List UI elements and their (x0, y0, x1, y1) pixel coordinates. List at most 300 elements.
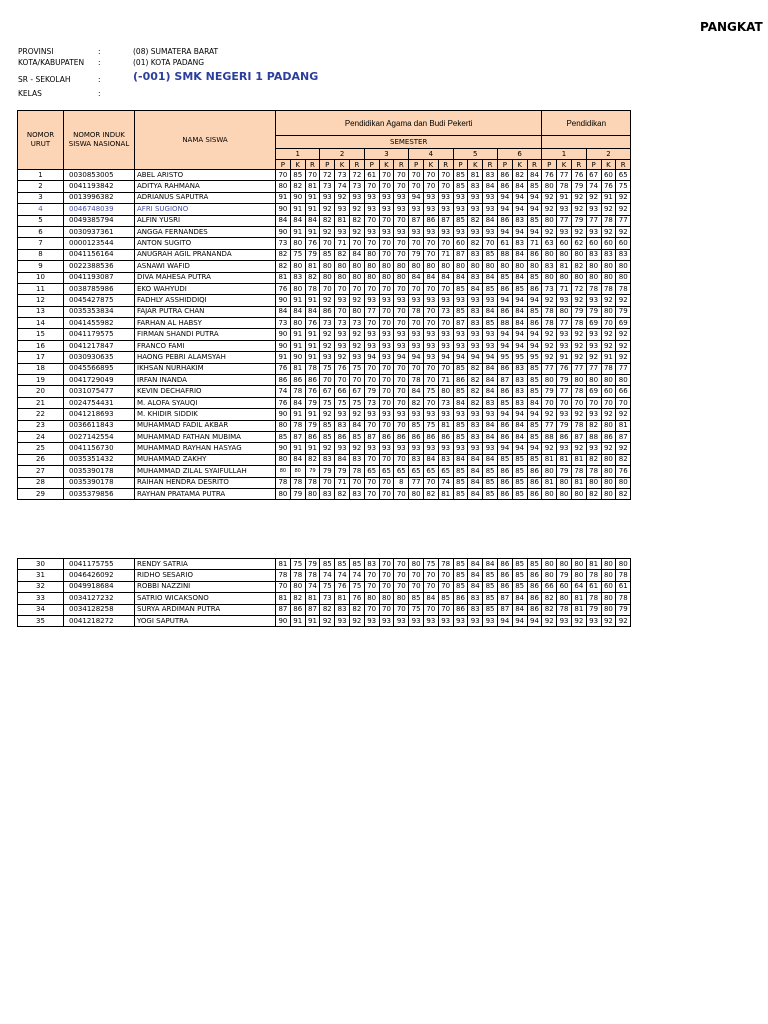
score-cell: 94 (527, 204, 542, 215)
score-cell: 92 (349, 443, 364, 454)
table-row (18, 466, 631, 477)
score-cell: 72 (349, 170, 364, 181)
score-cell: 80 (423, 261, 438, 272)
student-nisn: 0041217847 (64, 340, 135, 351)
score-cell: 83 (468, 593, 483, 604)
score-cell: 70 (335, 283, 350, 294)
row-number: 1 (18, 170, 64, 181)
student-name: RIDHO SESARIO (135, 570, 276, 581)
score-cell: 92 (601, 409, 616, 420)
table-row (18, 375, 631, 386)
score-cell: 60 (557, 238, 572, 249)
student-nisn: 0035351432 (64, 454, 135, 465)
score-cell: 81 (571, 454, 586, 465)
score-cell: 84 (483, 306, 498, 317)
score-cell: 80 (571, 570, 586, 581)
score-cell: 80 (276, 454, 291, 465)
score-cell: 90 (290, 192, 305, 203)
score-cell: 60 (453, 238, 468, 249)
score-cell: 73 (320, 181, 335, 192)
score-cell: 86 (497, 215, 512, 226)
score-cell: 86 (497, 477, 512, 488)
row-number: 13 (18, 306, 64, 317)
score-cell: 84 (483, 386, 498, 397)
student-nisn: 0036611843 (64, 420, 135, 431)
row-number: 8 (18, 249, 64, 260)
score-cell: 83 (468, 318, 483, 329)
score-cell: 70 (438, 283, 453, 294)
score-cell: 70 (364, 454, 379, 465)
score-cell: 92 (542, 409, 557, 420)
table-row (18, 615, 631, 626)
score-cell: 78 (601, 215, 616, 226)
score-cell: 79 (305, 559, 320, 570)
score-cell: 80 (601, 375, 616, 386)
row-number: 9 (18, 261, 64, 272)
table-row (18, 454, 631, 465)
score-cell: 82 (468, 238, 483, 249)
score-type-header: K (512, 160, 527, 170)
score-cell: 65 (379, 466, 394, 477)
student-name: RENDY SATRIA (135, 559, 276, 570)
score-type-header: P (586, 160, 601, 170)
score-cell: 84 (512, 272, 527, 283)
row-number: 34 (18, 604, 64, 615)
score-cell: 83 (335, 604, 350, 615)
header-name: NAMA SISWA (135, 111, 276, 170)
score-cell: 79 (409, 249, 424, 260)
student-nisn: 0041156730 (64, 443, 135, 454)
score-cell: 62 (571, 238, 586, 249)
row-number: 24 (18, 431, 64, 442)
score-cell: 60 (601, 238, 616, 249)
score-cell: 93 (423, 615, 438, 626)
score-cell: 93 (364, 615, 379, 626)
grades-table (17, 110, 631, 500)
score-cell: 70 (423, 318, 438, 329)
score-cell: 84 (453, 454, 468, 465)
score-cell: 86 (527, 318, 542, 329)
score-cell: 75 (423, 420, 438, 431)
table-row (18, 593, 631, 604)
score-cell: 61 (497, 238, 512, 249)
score-cell: 84 (290, 306, 305, 317)
score-cell: 78 (601, 283, 616, 294)
score-cell: 80 (586, 272, 601, 283)
score-cell: 93 (483, 192, 498, 203)
score-cell: 86 (527, 488, 542, 499)
score-cell: 80 (542, 375, 557, 386)
score-cell: 92 (320, 295, 335, 306)
score-cell: 75 (423, 386, 438, 397)
row-number: 33 (18, 593, 64, 604)
score-cell: 80 (616, 477, 631, 488)
score-cell: 70 (379, 170, 394, 181)
score-type-header: R (394, 160, 409, 170)
score-cell: 80 (542, 570, 557, 581)
score-cell: 86 (527, 581, 542, 592)
score-cell: 70 (557, 397, 572, 408)
score-cell: 87 (616, 431, 631, 442)
score-cell: 60 (586, 238, 601, 249)
score-cell: 93 (335, 409, 350, 420)
score-cell: 92 (571, 192, 586, 203)
score-cell: 78 (290, 420, 305, 431)
score-type-header: P (542, 160, 557, 170)
student-nisn: 0035353834 (64, 306, 135, 317)
score-cell: 91 (305, 409, 320, 420)
score-cell: 93 (409, 409, 424, 420)
row-number: 25 (18, 443, 64, 454)
student-nisn: 0035390178 (64, 477, 135, 488)
score-cell: 87 (497, 593, 512, 604)
score-cell: 70 (349, 238, 364, 249)
score-type-header: K (557, 160, 572, 170)
score-cell: 80 (571, 249, 586, 260)
score-cell: 91 (276, 352, 291, 363)
score-cell: 92 (542, 329, 557, 340)
score-cell: 60 (601, 581, 616, 592)
score-cell: 93 (364, 226, 379, 237)
city-label: KOTA/KABUPATEN (18, 58, 85, 67)
score-cell: 92 (571, 329, 586, 340)
score-cell: 80 (601, 477, 616, 488)
score-cell: 94 (483, 352, 498, 363)
score-cell: 94 (527, 226, 542, 237)
score-cell: 80 (571, 375, 586, 386)
score-cell: 93 (394, 443, 409, 454)
score-cell: 80 (276, 420, 291, 431)
score-cell: 70 (305, 170, 320, 181)
student-name: SATRIO WICAKSONO (135, 593, 276, 604)
score-cell: 70 (379, 420, 394, 431)
score-cell: 84 (409, 272, 424, 283)
table-row (18, 397, 631, 408)
student-nisn: 0034127232 (64, 593, 135, 604)
score-cell: 80 (542, 181, 557, 192)
score-cell: 82 (423, 488, 438, 499)
score-cell: 80 (379, 272, 394, 283)
score-cell: 93 (453, 409, 468, 420)
score-cell: 80 (542, 249, 557, 260)
score-cell: 94 (497, 192, 512, 203)
score-cell: 93 (586, 409, 601, 420)
score-cell: 80 (601, 306, 616, 317)
table-row (18, 261, 631, 272)
score-cell: 82 (335, 488, 350, 499)
city-value: (01) KOTA PADANG (133, 58, 205, 67)
score-cell: 86 (497, 581, 512, 592)
score-cell: 94 (497, 329, 512, 340)
score-cell: 83 (290, 272, 305, 283)
score-cell: 70 (438, 181, 453, 192)
score-cell: 84 (423, 272, 438, 283)
score-cell: 92 (616, 204, 631, 215)
score-cell: 85 (527, 306, 542, 317)
score-cell: 81 (557, 454, 572, 465)
score-cell: 93 (335, 329, 350, 340)
score-cell: 70 (379, 363, 394, 374)
score-cell: 70 (601, 397, 616, 408)
score-cell: 65 (394, 466, 409, 477)
student-name: ASNAWI WAFID (135, 261, 276, 272)
score-cell: 92 (320, 340, 335, 351)
score-cell: 70 (335, 375, 350, 386)
score-cell: 80 (601, 559, 616, 570)
score-cell: 92 (320, 615, 335, 626)
score-cell: 93 (453, 204, 468, 215)
score-cell: 60 (601, 386, 616, 397)
score-cell: 70 (394, 238, 409, 249)
score-cell: 78 (557, 604, 572, 615)
score-cell: 82 (349, 215, 364, 226)
student-name: AFRI SUGIONO (135, 204, 276, 215)
score-cell: 93 (468, 192, 483, 203)
student-nisn: 0049918684 (64, 581, 135, 592)
student-nisn: 0024754431 (64, 397, 135, 408)
score-cell: 70 (601, 318, 616, 329)
score-cell: 93 (364, 295, 379, 306)
semester-number: 2 (320, 149, 364, 160)
score-cell: 81 (542, 477, 557, 488)
score-cell: 87 (409, 215, 424, 226)
score-cell: 94 (512, 615, 527, 626)
score-cell: 73 (320, 593, 335, 604)
score-cell: 85 (453, 306, 468, 317)
score-cell: 91 (305, 615, 320, 626)
score-cell: 81 (438, 420, 453, 431)
score-cell: 78 (290, 477, 305, 488)
score-cell: 70 (276, 170, 291, 181)
score-cell: 91 (305, 329, 320, 340)
score-cell: 70 (379, 306, 394, 317)
score-cell: 93 (379, 226, 394, 237)
score-cell: 93 (483, 340, 498, 351)
score-cell: 93 (453, 340, 468, 351)
score-cell: 85 (527, 420, 542, 431)
score-cell: 83 (320, 488, 335, 499)
score-cell: 84 (335, 454, 350, 465)
row-number: 2 (18, 181, 64, 192)
score-cell: 74 (276, 386, 291, 397)
header-subject-religion: Pendidikan Agama dan Budi Pekerti (276, 111, 542, 136)
score-cell: 93 (423, 443, 438, 454)
score-type-header: R (616, 160, 631, 170)
score-cell: 70 (423, 249, 438, 260)
score-cell: 79 (571, 181, 586, 192)
score-cell: 76 (276, 363, 291, 374)
score-cell: 76 (601, 181, 616, 192)
score-cell: 93 (364, 409, 379, 420)
score-cell: 93 (468, 443, 483, 454)
score-cell: 79 (290, 488, 305, 499)
score-cell: 86 (527, 593, 542, 604)
student-name: MUHAMMAD ZILAL SYAIFULLAH (135, 466, 276, 477)
header-no: NOMOR URUT (18, 111, 64, 170)
semester-number: 6 (497, 149, 541, 160)
score-cell: 70 (379, 238, 394, 249)
score-cell: 93 (423, 204, 438, 215)
score-cell: 92 (571, 226, 586, 237)
score-cell: 93 (409, 340, 424, 351)
score-cell: 82 (542, 604, 557, 615)
score-cell: 82 (468, 363, 483, 374)
score-cell: 65 (364, 466, 379, 477)
score-cell: 82 (468, 375, 483, 386)
score-cell: 83 (616, 249, 631, 260)
score-cell: 94 (512, 204, 527, 215)
student-nisn: 0031075477 (64, 386, 135, 397)
score-cell: 80 (364, 249, 379, 260)
score-cell: 92 (586, 352, 601, 363)
score-cell: 76 (335, 363, 350, 374)
score-cell: 93 (557, 443, 572, 454)
score-type-header: R (483, 160, 498, 170)
score-cell: 94 (497, 295, 512, 306)
score-cell: 70 (423, 397, 438, 408)
score-cell: 80 (542, 466, 557, 477)
score-cell: 70 (379, 397, 394, 408)
semester-number: 3 (364, 149, 408, 160)
score-cell: 85 (320, 249, 335, 260)
score-cell: 70 (586, 397, 601, 408)
score-cell: 78 (571, 466, 586, 477)
score-cell: 93 (438, 226, 453, 237)
row-number: 23 (18, 420, 64, 431)
score-cell: 93 (379, 352, 394, 363)
score-cell: 79 (571, 215, 586, 226)
score-cell: 83 (349, 488, 364, 499)
score-cell: 86 (497, 466, 512, 477)
score-cell: 70 (379, 386, 394, 397)
score-cell: 85 (527, 181, 542, 192)
score-type-header: K (290, 160, 305, 170)
score-cell: 70 (364, 570, 379, 581)
score-cell: 80 (542, 559, 557, 570)
score-cell: 78 (616, 283, 631, 294)
score-cell: 94 (527, 295, 542, 306)
score-cell: 73 (335, 170, 350, 181)
score-cell: 80 (335, 261, 350, 272)
colon: : (98, 89, 101, 98)
student-nisn: 0022388536 (64, 261, 135, 272)
score-cell: 82 (409, 397, 424, 408)
score-cell: 83 (468, 420, 483, 431)
score-cell: 83 (601, 249, 616, 260)
row-number: 26 (18, 454, 64, 465)
score-cell: 88 (586, 431, 601, 442)
score-cell: 90 (276, 204, 291, 215)
score-cell: 90 (276, 443, 291, 454)
score-cell: 76 (305, 318, 320, 329)
score-cell: 92 (349, 340, 364, 351)
score-cell: 84 (483, 215, 498, 226)
score-cell: 91 (601, 352, 616, 363)
row-number: 19 (18, 375, 64, 386)
score-cell: 82 (320, 604, 335, 615)
score-cell: 70 (438, 581, 453, 592)
score-cell: 94 (527, 329, 542, 340)
score-cell: 92 (335, 352, 350, 363)
score-cell: 93 (586, 340, 601, 351)
score-cell: 93 (453, 443, 468, 454)
score-cell: 70 (394, 581, 409, 592)
score-cell: 83 (483, 170, 498, 181)
score-type-header: R (349, 160, 364, 170)
score-cell: 93 (335, 204, 350, 215)
score-cell: 87 (290, 431, 305, 442)
student-name: FAJAR PUTRA CHAN (135, 306, 276, 317)
grades-table-continued (17, 558, 631, 627)
score-cell: 81 (542, 454, 557, 465)
student-name: IKHSAN NURHAKIM (135, 363, 276, 374)
score-cell: 79 (586, 306, 601, 317)
score-cell: 94 (527, 340, 542, 351)
school-value: (-001) SMK NEGERI 1 PADANG (133, 70, 319, 83)
score-cell: 93 (483, 615, 498, 626)
score-cell: 93 (423, 340, 438, 351)
score-cell: 70 (423, 363, 438, 374)
score-cell: 76 (616, 466, 631, 477)
score-cell: 83 (438, 454, 453, 465)
score-cell: 70 (438, 604, 453, 615)
score-cell: 80 (601, 570, 616, 581)
score-cell: 92 (601, 295, 616, 306)
student-nisn: 0041455982 (64, 318, 135, 329)
score-cell: 84 (512, 420, 527, 431)
score-cell: 84 (276, 215, 291, 226)
score-cell: 70 (364, 604, 379, 615)
score-cell: 93 (586, 295, 601, 306)
score-cell: 95 (527, 352, 542, 363)
score-cell: 67 (320, 386, 335, 397)
score-cell: 84 (438, 272, 453, 283)
score-cell: 85 (483, 570, 498, 581)
row-number: 28 (18, 477, 64, 488)
score-cell: 81 (468, 170, 483, 181)
score-cell: 73 (276, 238, 291, 249)
score-cell: 70 (320, 375, 335, 386)
score-cell: 80 (601, 420, 616, 431)
score-cell: 93 (409, 615, 424, 626)
score-cell: 92 (586, 192, 601, 203)
score-cell: 92 (601, 226, 616, 237)
page-title: PANGKAT (700, 20, 763, 34)
score-cell: 61 (364, 170, 379, 181)
student-name: MUHAMMAD FADIL AKBAR (135, 420, 276, 431)
score-cell: 80 (290, 261, 305, 272)
score-cell: 75 (320, 363, 335, 374)
score-cell: 70 (409, 238, 424, 249)
score-cell: 86 (453, 604, 468, 615)
score-cell: 82 (616, 454, 631, 465)
score-cell: 75 (349, 581, 364, 592)
score-cell: 85 (527, 215, 542, 226)
score-cell: 73 (364, 397, 379, 408)
score-cell: 82 (468, 397, 483, 408)
score-cell: 84 (276, 306, 291, 317)
score-cell: 79 (616, 604, 631, 615)
score-cell: 80 (601, 261, 616, 272)
score-cell: 82 (320, 215, 335, 226)
score-cell: 91 (290, 409, 305, 420)
student-name: ANTON SUGITO (135, 238, 276, 249)
score-cell: 70 (379, 375, 394, 386)
score-cell: 92 (320, 204, 335, 215)
score-cell: 93 (364, 204, 379, 215)
score-cell: 92 (542, 615, 557, 626)
student-name: SURYA ARDIMAN PUTRA (135, 604, 276, 615)
